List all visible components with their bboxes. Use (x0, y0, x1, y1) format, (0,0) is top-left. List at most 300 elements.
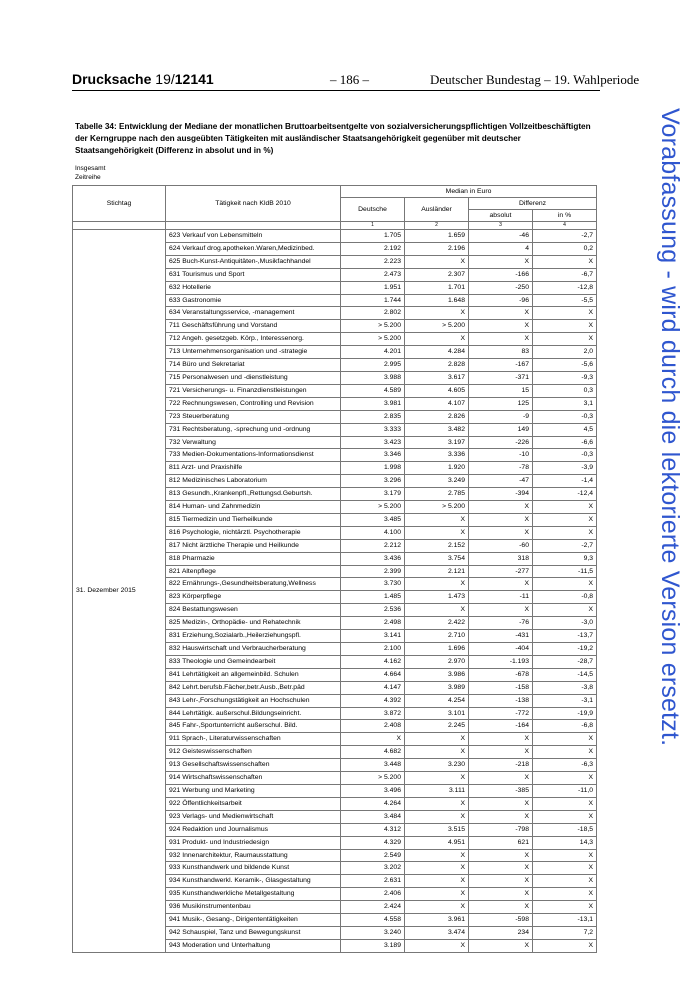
taetigkeit-cell: 845 Fahr-,Sportunterricht außerschul. Bild. (166, 720, 341, 733)
absolut-cell: -798 (469, 823, 533, 836)
prozent-cell: 14,3 (533, 836, 597, 849)
absolut-cell: 4 (469, 242, 533, 255)
absolut-cell: -11 (469, 591, 533, 604)
absolut-cell: -394 (469, 488, 533, 501)
taetigkeit-cell: 933 Kunsthandwerk und bildende Kunst (166, 862, 341, 875)
deutsche-cell: 1.744 (341, 294, 405, 307)
absolut-cell: X (469, 772, 533, 785)
header-taetigkeit: Tätigkeit nach KldB 2010 (166, 186, 341, 222)
prozent-cell: X (533, 888, 597, 901)
auslaender-cell: 4.107 (405, 397, 469, 410)
prozent-cell: 4,5 (533, 423, 597, 436)
prozent-cell: -6,8 (533, 720, 597, 733)
auslaender-cell: 3.336 (405, 449, 469, 462)
taetigkeit-cell: 843 Lehr-,Forschungstätigkeit an Hochschulen (166, 694, 341, 707)
auslaender-cell: 3.230 (405, 759, 469, 772)
absolut-cell: X (469, 578, 533, 591)
prozent-cell: X (533, 333, 597, 346)
deutsche-cell: 3.202 (341, 862, 405, 875)
header-deutsche: Deutsche (341, 198, 405, 222)
auslaender-cell: X (405, 849, 469, 862)
taetigkeit-cell: 841 Lehrtätigkeit an allgemeinbild. Schulen (166, 668, 341, 681)
page-number: – 186 – (330, 72, 369, 87)
table-subtitle (75, 165, 105, 182)
absolut-cell: 234 (469, 926, 533, 939)
auslaender-cell: X (405, 255, 469, 268)
deutsche-cell: 2.408 (341, 720, 405, 733)
auslaender-cell: X (405, 578, 469, 591)
deutsche-cell: 4.392 (341, 694, 405, 707)
absolut-cell: X (469, 862, 533, 875)
taetigkeit-cell: 811 Arzt- und Praxishilfe (166, 462, 341, 475)
absolut-cell: -166 (469, 268, 533, 281)
table-title: Tabelle 34: Entwicklung der Mediane der monatlichen Bruttoarbeitsentgelte von sozialversicherungspflichtigen Vollzeitbeschäftigten der Kerngruppe nach den ausgeübten Tätigkeiten mit ausländischer Staatsangehörigkeit gegenüber mit deutscher Staatsangehörigkeit (Differenz in absolut und in %) (75, 122, 591, 155)
auslaender-cell: 1.648 (405, 294, 469, 307)
auslaender-cell: X (405, 772, 469, 785)
index-blank (73, 222, 166, 230)
auslaender-cell: 4.605 (405, 384, 469, 397)
taetigkeit-cell: 631 Tourismus und Sport (166, 268, 341, 281)
prozent-cell: 7,2 (533, 926, 597, 939)
prozent-cell: -14,5 (533, 668, 597, 681)
wage-table (72, 185, 597, 953)
absolut-cell: X (469, 513, 533, 526)
prozent-cell: -0,8 (533, 591, 597, 604)
absolut-cell: X (469, 901, 533, 914)
taetigkeit-cell: 924 Redaktion und Journalismus (166, 823, 341, 836)
deutsche-cell: 2.995 (341, 359, 405, 372)
absolut-cell: X (469, 333, 533, 346)
absolut-cell: 318 (469, 552, 533, 565)
deutsche-cell: 4.147 (341, 681, 405, 694)
deutsche-cell: 3.240 (341, 926, 405, 939)
absolut-cell: -678 (469, 668, 533, 681)
auslaender-cell: 2.422 (405, 617, 469, 630)
auslaender-cell: 3.989 (405, 681, 469, 694)
deutsche-cell: 3.423 (341, 436, 405, 449)
deutsche-cell: 4.100 (341, 526, 405, 539)
index-blank (166, 222, 341, 230)
prozent-cell: X (533, 604, 597, 617)
prozent-cell: X (533, 862, 597, 875)
absolut-cell: -47 (469, 475, 533, 488)
prozent-cell: -12,4 (533, 488, 597, 501)
deutsche-cell: 4.264 (341, 797, 405, 810)
absolut-cell: 149 (469, 423, 533, 436)
deutsche-cell: 2.631 (341, 875, 405, 888)
deutsche-cell: 3.484 (341, 810, 405, 823)
auslaender-cell: 1.701 (405, 281, 469, 294)
deutsche-cell: 3.485 (341, 513, 405, 526)
auslaender-cell: 4.284 (405, 346, 469, 359)
absolut-cell: -1.193 (469, 655, 533, 668)
draft-watermark: Vorabfassung - wird durch die lektorierte Version ersetzt. (656, 108, 684, 747)
prozent-cell: -11,0 (533, 784, 597, 797)
header-prozent: in % (533, 210, 597, 222)
taetigkeit-cell: 722 Rechnungswesen, Controlling und Revision (166, 397, 341, 410)
deutsche-cell: > 5.200 (341, 320, 405, 333)
auslaender-cell: X (405, 333, 469, 346)
prozent-cell: -3,8 (533, 681, 597, 694)
absolut-cell: -772 (469, 707, 533, 720)
prozent-cell: X (533, 797, 597, 810)
taetigkeit-cell: 842 Lehrt.berufsb.Fächer,betr.Ausb.,Betr.päd (166, 681, 341, 694)
taetigkeit-cell: 821 Altenpflege (166, 565, 341, 578)
column-index: 2 (405, 222, 469, 230)
prozent-cell: -5,6 (533, 359, 597, 372)
auslaender-cell: 2.710 (405, 630, 469, 643)
auslaender-cell: 3.197 (405, 436, 469, 449)
prozent-cell: -6,6 (533, 436, 597, 449)
deutsche-cell: 2.406 (341, 888, 405, 901)
taetigkeit-cell: 824 Bestattungswesen (166, 604, 341, 617)
deutsche-cell: 2.473 (341, 268, 405, 281)
deutsche-cell: 1.998 (341, 462, 405, 475)
taetigkeit-cell: 942 Schauspiel, Tanz und Bewegungskunst (166, 926, 341, 939)
prozent-cell: -0,3 (533, 410, 597, 423)
prozent-cell: -12,8 (533, 281, 597, 294)
deutsche-cell: 4.201 (341, 346, 405, 359)
deutsche-cell: 2.802 (341, 307, 405, 320)
taetigkeit-cell: 943 Moderation und Unterhaltung (166, 939, 341, 952)
absolut-cell: X (469, 849, 533, 862)
column-index: 1 (341, 222, 405, 230)
auslaender-cell: 2.826 (405, 410, 469, 423)
header-divider (72, 90, 600, 91)
absolut-cell: X (469, 501, 533, 514)
deutsche-cell: 4.664 (341, 668, 405, 681)
prozent-cell: -6,7 (533, 268, 597, 281)
taetigkeit-cell: 923 Verlags- und Medienwirtschaft (166, 810, 341, 823)
document-number (72, 71, 214, 87)
prozent-cell: -13,7 (533, 630, 597, 643)
absolut-cell: X (469, 320, 533, 333)
taetigkeit-cell: 931 Produkt- und Industriedesign (166, 836, 341, 849)
auslaender-cell: 1.473 (405, 591, 469, 604)
absolut-cell: -250 (469, 281, 533, 294)
deutsche-cell: 3.448 (341, 759, 405, 772)
absolut-cell: X (469, 526, 533, 539)
absolut-cell: -10 (469, 449, 533, 462)
prozent-cell: -6,3 (533, 759, 597, 772)
taetigkeit-cell: 817 Nicht ärztliche Therapie und Heilkunde (166, 539, 341, 552)
auslaender-cell: > 5.200 (405, 320, 469, 333)
prozent-cell: 9,3 (533, 552, 597, 565)
header-absolut: absolut (469, 210, 533, 222)
absolut-cell: -158 (469, 681, 533, 694)
deutsche-cell: 3.496 (341, 784, 405, 797)
deutsche-cell: > 5.200 (341, 501, 405, 514)
prozent-cell: X (533, 746, 597, 759)
absolut-cell: -46 (469, 230, 533, 243)
table-body (73, 230, 597, 953)
taetigkeit-cell: 815 Tiermedizin und Tierheilkunde (166, 513, 341, 526)
deutsche-cell: 4.558 (341, 914, 405, 927)
prozent-cell: X (533, 733, 597, 746)
auslaender-cell: 3.617 (405, 371, 469, 384)
subtitle-line: Zeitreihe (75, 173, 101, 181)
deutsche-cell: 1.485 (341, 591, 405, 604)
absolut-cell: -431 (469, 630, 533, 643)
taetigkeit-cell: 922 Öffentlichkeitsarbeit (166, 797, 341, 810)
auslaender-cell: X (405, 733, 469, 746)
taetigkeit-cell: 814 Human- und Zahnmedizin (166, 501, 341, 514)
taetigkeit-cell: 816 Psychologie, nichtärztl. Psychotherapie (166, 526, 341, 539)
auslaender-cell: 2.245 (405, 720, 469, 733)
auslaender-cell: X (405, 604, 469, 617)
auslaender-cell: X (405, 939, 469, 952)
taetigkeit-cell: 732 Verwaltung (166, 436, 341, 449)
auslaender-cell: > 5.200 (405, 501, 469, 514)
prozent-cell: -2,7 (533, 230, 597, 243)
taetigkeit-cell: 625 Buch-Kunst-Antiquitäten-,Musikfachhandel (166, 255, 341, 268)
absolut-cell: X (469, 733, 533, 746)
taetigkeit-cell: 831 Erziehung,Sozialarb.,Heilerziehungspfl. (166, 630, 341, 643)
taetigkeit-cell: 723 Steuerberatung (166, 410, 341, 423)
deutsche-cell: 3.189 (341, 939, 405, 952)
auslaender-cell: 1.659 (405, 230, 469, 243)
auslaender-cell: X (405, 746, 469, 759)
prozent-cell: 0,3 (533, 384, 597, 397)
taetigkeit-cell: 936 Musikinstrumentenbau (166, 901, 341, 914)
taetigkeit-cell: 813 Gesundh.,Krankenpfl.,Rettungsd.Geburtsh. (166, 488, 341, 501)
auslaender-cell: 4.951 (405, 836, 469, 849)
auslaender-cell: 2.307 (405, 268, 469, 281)
auslaender-cell: 4.254 (405, 694, 469, 707)
taetigkeit-cell: 825 Medizin-, Orthopädie- und Rehatechnik (166, 617, 341, 630)
header-stichtag: Stichtag (73, 186, 166, 222)
auslaender-cell: 2.785 (405, 488, 469, 501)
prozent-cell: X (533, 875, 597, 888)
deutsche-cell: 4.589 (341, 384, 405, 397)
taetigkeit-cell: 932 Innenarchitektur, Raumausstattung (166, 849, 341, 862)
absolut-cell: 15 (469, 384, 533, 397)
auslaender-cell: X (405, 901, 469, 914)
absolut-cell: -226 (469, 436, 533, 449)
deutsche-cell: 2.399 (341, 565, 405, 578)
absolut-cell: -60 (469, 539, 533, 552)
auslaender-cell: X (405, 875, 469, 888)
prozent-cell: -5,5 (533, 294, 597, 307)
auslaender-cell: 3.249 (405, 475, 469, 488)
absolut-cell: -404 (469, 643, 533, 656)
taetigkeit-cell: 623 Verkauf von Lebensmitteln (166, 230, 341, 243)
auslaender-cell: 2.121 (405, 565, 469, 578)
auslaender-cell: 3.111 (405, 784, 469, 797)
taetigkeit-cell: 921 Werbung und Marketing (166, 784, 341, 797)
deutsche-cell: 4.162 (341, 655, 405, 668)
doc-number-prefix: 19/ (155, 71, 175, 87)
absolut-cell: X (469, 307, 533, 320)
deutsche-cell: 3.179 (341, 488, 405, 501)
auslaender-cell: 3.754 (405, 552, 469, 565)
prozent-cell: -3,1 (533, 694, 597, 707)
taetigkeit-cell: 711 Geschäftsführung und Vorstand (166, 320, 341, 333)
prozent-cell: -11,5 (533, 565, 597, 578)
auslaender-cell: 3.474 (405, 926, 469, 939)
taetigkeit-cell: 941 Musik-, Gesang-, Dirigententätigkeiten (166, 914, 341, 927)
prozent-cell: 2,0 (533, 346, 597, 359)
taetigkeit-cell: 818 Pharmazie (166, 552, 341, 565)
prozent-cell: -18,5 (533, 823, 597, 836)
taetigkeit-cell: 832 Hauswirtschaft und Verbraucherberatung (166, 643, 341, 656)
auslaender-cell: 3.961 (405, 914, 469, 927)
taetigkeit-cell: 632 Hotellerie (166, 281, 341, 294)
auslaender-cell: X (405, 526, 469, 539)
absolut-cell: -218 (469, 759, 533, 772)
taetigkeit-cell: 633 Gastronomie (166, 294, 341, 307)
prozent-cell: -1,4 (533, 475, 597, 488)
deutsche-cell: 3.346 (341, 449, 405, 462)
absolut-cell: X (469, 604, 533, 617)
auslaender-cell: X (405, 888, 469, 901)
absolut-cell: X (469, 810, 533, 823)
auslaender-cell: X (405, 307, 469, 320)
prozent-cell: X (533, 772, 597, 785)
deutsche-cell: 2.424 (341, 901, 405, 914)
prozent-cell: X (533, 320, 597, 333)
auslaender-cell: X (405, 797, 469, 810)
prozent-cell: -19,9 (533, 707, 597, 720)
prozent-cell: -3,0 (533, 617, 597, 630)
prozent-cell: X (533, 810, 597, 823)
deutsche-cell: 2.536 (341, 604, 405, 617)
stichtag-cell: 31. Dezember 2015 (73, 230, 166, 953)
prozent-cell: X (533, 849, 597, 862)
header-median-group: Median in Euro (341, 186, 597, 198)
auslaender-cell: X (405, 810, 469, 823)
taetigkeit-cell: 812 Medizinisches Laboratorium (166, 475, 341, 488)
taetigkeit-cell: 914 Wirtschaftswissenschaften (166, 772, 341, 785)
absolut-cell: -96 (469, 294, 533, 307)
taetigkeit-cell: 634 Veranstaltungsservice, -management (166, 307, 341, 320)
absolut-cell: X (469, 875, 533, 888)
taetigkeit-cell: 934 Kunsthandwerkl. Keramik-, Glasgestaltung (166, 875, 341, 888)
publisher: Deutscher Bundestag – 19. Wahlperiode (430, 72, 640, 87)
absolut-cell: -138 (469, 694, 533, 707)
deutsche-cell: 4.682 (341, 746, 405, 759)
absolut-cell: X (469, 939, 533, 952)
prozent-cell: X (533, 578, 597, 591)
auslaender-cell: 3.482 (405, 423, 469, 436)
absolut-cell: 125 (469, 397, 533, 410)
taetigkeit-cell: 844 Lehrtätigk. außerschul.Bildungseinricht. (166, 707, 341, 720)
prozent-cell: X (533, 255, 597, 268)
absolut-cell: -76 (469, 617, 533, 630)
subtitle-line: Insgesamt (75, 165, 106, 172)
prozent-cell: -3,9 (533, 462, 597, 475)
taetigkeit-cell: 712 Angeh. gesetzgeb. Körp., Interessenorg. (166, 333, 341, 346)
column-index: 4 (533, 222, 597, 230)
auslaender-cell: 2.828 (405, 359, 469, 372)
prozent-cell: X (533, 513, 597, 526)
deutsche-cell: 1.705 (341, 230, 405, 243)
deutsche-cell: > 5.200 (341, 772, 405, 785)
prozent-cell: -0,3 (533, 449, 597, 462)
absolut-cell: X (469, 255, 533, 268)
deutsche-cell: 2.498 (341, 617, 405, 630)
taetigkeit-cell: 935 Kunsthandwerkliche Metallgestaltung (166, 888, 341, 901)
deutsche-cell: 3.872 (341, 707, 405, 720)
taetigkeit-cell: 713 Unternehmensorganisation und -strategie (166, 346, 341, 359)
taetigkeit-cell: 624 Verkauf drog.apotheken.Waren,Medizinbed. (166, 242, 341, 255)
taetigkeit-cell: 913 Gesellschaftswissenschaften (166, 759, 341, 772)
column-index: 3 (469, 222, 533, 230)
absolut-cell: -9 (469, 410, 533, 423)
deutsche-cell: 2.835 (341, 410, 405, 423)
deutsche-cell: 3.141 (341, 630, 405, 643)
auslaender-cell: 3.515 (405, 823, 469, 836)
auslaender-cell: 1.920 (405, 462, 469, 475)
auslaender-cell: 2.152 (405, 539, 469, 552)
deutsche-cell: 2.100 (341, 643, 405, 656)
deutsche-cell: 3.436 (341, 552, 405, 565)
taetigkeit-cell: 912 Geisteswissenschaften (166, 746, 341, 759)
deutsche-cell: 3.296 (341, 475, 405, 488)
deutsche-cell: 3.333 (341, 423, 405, 436)
header-differenz-group: Differenz (469, 198, 597, 210)
prozent-cell: X (533, 901, 597, 914)
absolut-cell: 83 (469, 346, 533, 359)
deutsche-cell: 2.192 (341, 242, 405, 255)
auslaender-cell: 2.970 (405, 655, 469, 668)
absolut-cell: -371 (469, 371, 533, 384)
prozent-cell: -19,2 (533, 643, 597, 656)
deutsche-cell: 1.951 (341, 281, 405, 294)
auslaender-cell: X (405, 862, 469, 875)
prozent-cell: -2,7 (533, 539, 597, 552)
deutsche-cell: 3.988 (341, 371, 405, 384)
doc-label: Drucksache (72, 71, 152, 87)
absolut-cell: X (469, 746, 533, 759)
auslaender-cell: X (405, 513, 469, 526)
taetigkeit-cell: 731 Rechtsberatung, -sprechung und -ordnung (166, 423, 341, 436)
auslaender-cell: 3.986 (405, 668, 469, 681)
deutsche-cell: 3.981 (341, 397, 405, 410)
prozent-cell: -28,7 (533, 655, 597, 668)
auslaender-cell: 3.101 (405, 707, 469, 720)
taetigkeit-cell: 715 Personalwesen und -dienstleistung (166, 371, 341, 384)
prozent-cell: 0,2 (533, 242, 597, 255)
deutsche-cell: X (341, 733, 405, 746)
deutsche-cell: 2.212 (341, 539, 405, 552)
taetigkeit-cell: 714 Büro und Sekretariat (166, 359, 341, 372)
absolut-cell: -164 (469, 720, 533, 733)
prozent-cell: X (533, 939, 597, 952)
absolut-cell: X (469, 797, 533, 810)
deutsche-cell: > 5.200 (341, 333, 405, 346)
deutsche-cell: 3.730 (341, 578, 405, 591)
prozent-cell: -13,1 (533, 914, 597, 927)
taetigkeit-cell: 823 Körperpflege (166, 591, 341, 604)
absolut-cell: -167 (469, 359, 533, 372)
absolut-cell: -78 (469, 462, 533, 475)
deutsche-cell: 2.549 (341, 849, 405, 862)
taetigkeit-cell: 833 Theologie und Gemeindearbeit (166, 655, 341, 668)
table-row (73, 230, 597, 243)
taetigkeit-cell: 911 Sprach-, Literaturwissenschaften (166, 733, 341, 746)
taetigkeit-cell: 721 Versicherungs- u. Finanzdienstleistungen (166, 384, 341, 397)
auslaender-cell: 1.696 (405, 643, 469, 656)
absolut-cell: -385 (469, 784, 533, 797)
absolut-cell: X (469, 888, 533, 901)
prozent-cell: 3,1 (533, 397, 597, 410)
taetigkeit-cell: 822 Ernährungs-,Gesundheitsberatung,Wellness (166, 578, 341, 591)
prozent-cell: -9,3 (533, 371, 597, 384)
prozent-cell: X (533, 526, 597, 539)
auslaender-cell: 2.196 (405, 242, 469, 255)
deutsche-cell: 4.312 (341, 823, 405, 836)
